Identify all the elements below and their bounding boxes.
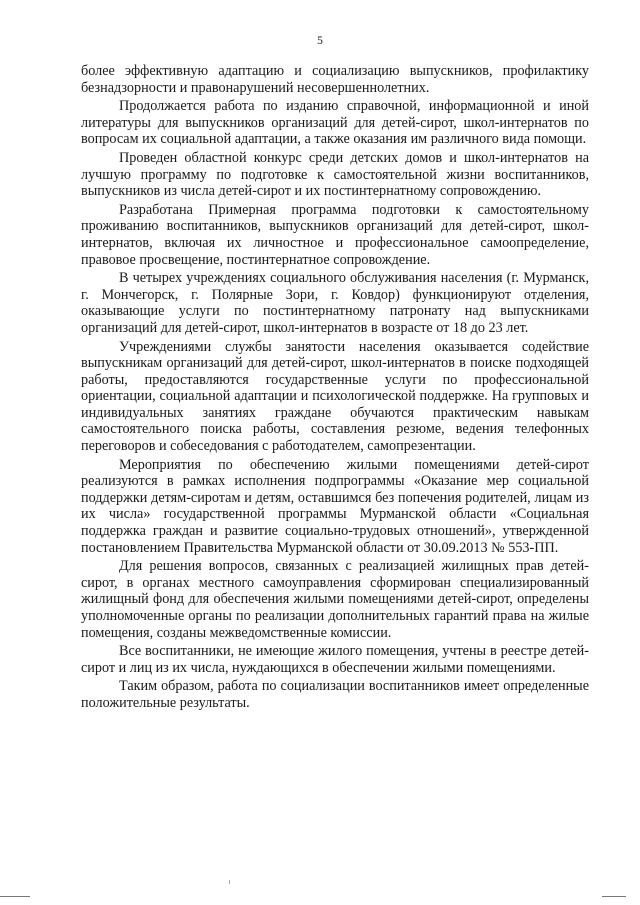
paragraph: Все воспитанники, не имеющие жилого помещения, учтены в реестре детей-сирот и лиц из их числа, нуждающихся в обеспечении жилыми помещениями. — [81, 643, 589, 676]
paragraph-continuation: более эффективную адаптацию и социализацию выпускников, профилактику безнадзорности и правонарушений несовершеннолетних. — [81, 63, 589, 96]
paragraph: Продолжается работа по изданию справочной, информационной и иной литературы для выпускников организаций для детей-сирот, школ-интернатов по вопросам их социальной адаптации, а также оказания им различного вида помощи. — [81, 98, 589, 148]
paragraph: Разработана Примерная программа подготовки к самостоятельному проживанию воспитанников, выпускников организаций для детей-сирот, школ-интернатов, включая их личностное и профессиональное самоопределение, правовое просвещение, постинтернатное сопровождение. — [81, 201, 589, 268]
paragraph: Таким образом, работа по социализации воспитанников имеет определенные положительные результаты. — [81, 678, 589, 711]
page-number: 5 — [317, 35, 323, 47]
paragraph: Проведен областной конкурс среди детских домов и школ-интернатов на лучшую программу по подготовке к самостоятельной жизни воспитанников, выпускников из числа детей-сирот и их постинтернатному сопровождению. — [81, 149, 589, 200]
document-body — [81, 63, 589, 714]
paragraph: В четырех учреждениях социального обслуживания населения (г. Мурманск, г. Мончегорск, г. Полярные Зори, г. Ковдор) функционируют отделения, оказывающие услуги по постинтернатному патронату над выпускниками организаций для детей-сирот, школ-интернатов в возрасте от 18 до 23 лет. — [81, 270, 589, 336]
scan-mark-left — [0, 896, 30, 897]
paragraph: Учреждениями службы занятости населения оказывается содействие выпускникам организаций для детей-сирот, школ-интернатов в поиске подходящей работы, предоставляются государственные услуги по профессиональной ориентации, социальной адаптации и психологической поддержке. На групповых и индивидуальных занятиях граждане обучаются практическим навыкам самостоятельного поиска работы, составления резюме, ведения телефонных переговоров и собеседования с работодателем, самопрезентации. — [81, 338, 589, 455]
paragraph: Для решения вопросов, связанных с реализацией жилищных прав детей-сирот, в органах местного самоуправления сформирован специализированный жилищный фонд для обеспечения жилыми помещениями детей-сирот, определены уполномоченные органы по реализации дополнительных гарантий права на жилые помещения, созданы межведомственные комиссии. — [81, 558, 589, 641]
paragraph: Мероприятия по обеспечению жилыми помещениями детей-сирот реализуются в рамках исполнения подпрограммы «Оказание мер социальной поддержки детям-сиротам и детям, оставшимся без попечения родителей, лицам из их числа» государственной программы Мурманской области «Социальная поддержка граждан и развитие социально-трудовых отношений», утвержденной постановлением Правительства Мурманской области от 30.09.2013 № 553-ПП. — [81, 456, 589, 556]
scan-tick — [229, 880, 230, 884]
scan-mark-right — [602, 896, 626, 897]
